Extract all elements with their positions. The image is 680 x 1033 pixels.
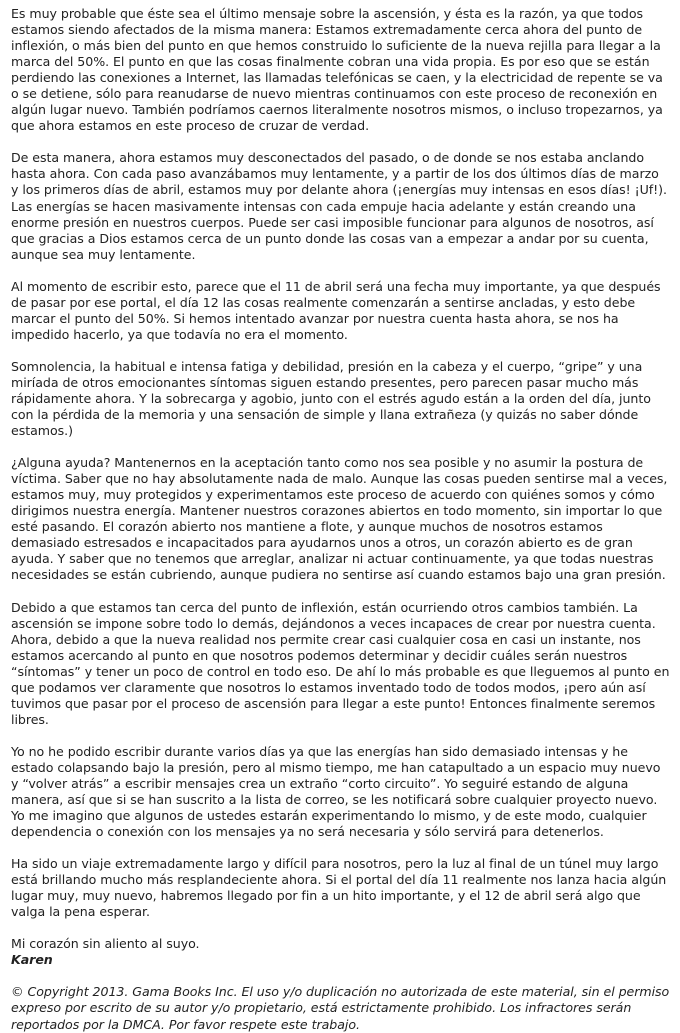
paragraph-2: De esta manera, ahora estamos muy desconectados del pasado, o de donde se nos estaba anclando hasta ahora. Con cada paso avanzábamos muy lentamente, y a partir de los dos últimos días de marzo y los primeros días de abril, estamos muy por delante ahora (¡energías muy intensas en esos días! ¡Uf!). Las energías se hacen masivamente intensas con cada empuje hacia adelante y están creando una enorme presión en nuestros cuerpos. Puede ser casi imposible funcionar para algunos de nosotros, así que gracias a Dios estamos cerca de un punto donde las cosas van a empezar a andar por su cuenta, aunque sea muy lentamente. <box>11 150 667 262</box>
signature-block <box>11 936 670 968</box>
closing-line: Mi corazón sin aliento al suyo. <box>11 936 200 952</box>
paragraph-4: Somnolencia, la habitual e intensa fatiga y debilidad, presión en la cabeza y el cuerpo, “gripe” y una miríada de otros emocionantes síntomas siguen estando presentes, pero parecen pasar mucho más rápidamente ahora. Y la sobrecarga y agobio, junto con el estrés agudo están a la orden del día, junto con la pérdida de la memoria y una sensación de simple y llana extrañeza (y quizás no saber dónde estamos.) <box>11 358 651 439</box>
paragraph-6: Debido a que estamos tan cerca del punto de inflexión, están ocurriendo otros cambios también. La ascensión se impone sobre todo lo demás, dejándonos a veces incapaces de crear por nuestra cuenta. Ahora, debido a que la nueva realidad nos permite crear casi cualquier cosa en casi un instante, nos estamos acercando al punto en que nosotros podemos determinar y decidir cuáles serán nuestros “síntomas” y tener un poco de control en todo eso. De ahí lo más probable es que lleguemos al punto en que podamos ver claramente que nosotros lo estamos inventado todo de todos modos, ¡pero aún así tuvimos que pasar por el proceso de ascensión para llegar a este punto! Entonces finalmente seremos libres. <box>11 599 670 727</box>
paragraph-5: ¿Alguna ayuda? Mantenernos en la aceptación tanto como nos sea posible y no asumir la postura de víctima. Saber que no hay absolutamente nada de malo. Aunque las cosas pueden sentirse mal a veces, estamos muy, muy protegidos y experimentamos este proceso de acuerdo con quiénes somos y cómo dirigimos nuestra energía. Mantener nuestros corazones abiertos en todo momento, sin importar lo que esté pasando. El corazón abierto nos mantiene a flote, y aunque muchos de nosotros estamos demasiado estresados e incapacitados para ayudarnos unos a otros, un corazón abierto es de gran ayuda. Y saber que no tenemos que arreglar, analizar ni actuar continuamente, ya que todas nuestras necesidades se están cubriendo, aunque pudiera no sentirse así cuando estamos bajo una gran presión. <box>11 455 668 583</box>
paragraph-7: Yo no he podido escribir durante varios días ya que las energías han sido demasiado intensas y he estado colapsando bajo la presión, pero al mismo tiempo, me han catapultado a un espacio muy nuevo y “volver atrás” a escribir mensajes crea un extraño “corto circuito”. Yo seguiré estando de alguna manera, así que si se han suscrito a la lista de correo, se les notificará sobre cualquier proyecto nuevo. Yo me imagino que algunos de ustedes estarán experimentando lo mismo, y de este modo, cualquier dependencia o conexión con los mensajes ya no será necesaria y sólo servirá para detenerlos. <box>11 743 661 840</box>
paragraph-3: Al momento de escribir esto, parece que el 11 de abril será una fecha muy importante, ya que después de pasar por ese portal, el día 12 las cosas realmente comenzarán a sentirse ancladas, y esto debe marcar el punto del 50%. Si hemos intentado avanzar por nuestra cuenta hasta ahora, se nos ha impedido hacerlo, ya que todavía no era el momento. <box>11 278 661 342</box>
author-name: Karen <box>11 952 53 968</box>
paragraph-8: Ha sido un viaje extremadamente largo y difícil para nosotros, pero la luz al final de un túnel muy largo está brillando mucho más resplandeciente ahora. Si el portal del día 11 realmente nos lanza hacia algún lugar muy, muy nuevo, habremos llegado por fin a un hito importante, y el 12 de abril será algo que valga la pena esperar. <box>11 856 667 920</box>
copyright-notice: © Copyright 2013. Gama Books Inc. El uso y/o duplicación no autorizada de este material, sin el permiso expreso por escrito de su autor y/o propietario, está estrictamente prohibido. Los infractores serán reportados por la DMCA. Por favor respete este trabajo. <box>11 984 670 1032</box>
paragraph-1: Es muy probable que éste sea el último mensaje sobre la ascensión, y ésta es la razón, ya que todos estamos siendo afectados de la misma manera: Estamos extremadamente cerca ahora del punto de inflexión, o más bien del punto en que hemos construido lo suficiente de la nueva rejilla para llegar a la marca del 50%. El punto en que las cosas finalmente cobran una vida propia. Es por eso que se están perdiendo las conexiones a Internet, las llamadas telefónicas se caen, y la electricidad de repente se va o se detiene, sólo para reanudarse de nuevo mientras continuamos con este proceso de reconexión en algún lugar nuevo. También podríamos caernos literalmente nosotros mismos, o incluso tropezarnos, ya que ahora estamos en este proceso de cruzar de verdad. <box>11 6 663 134</box>
